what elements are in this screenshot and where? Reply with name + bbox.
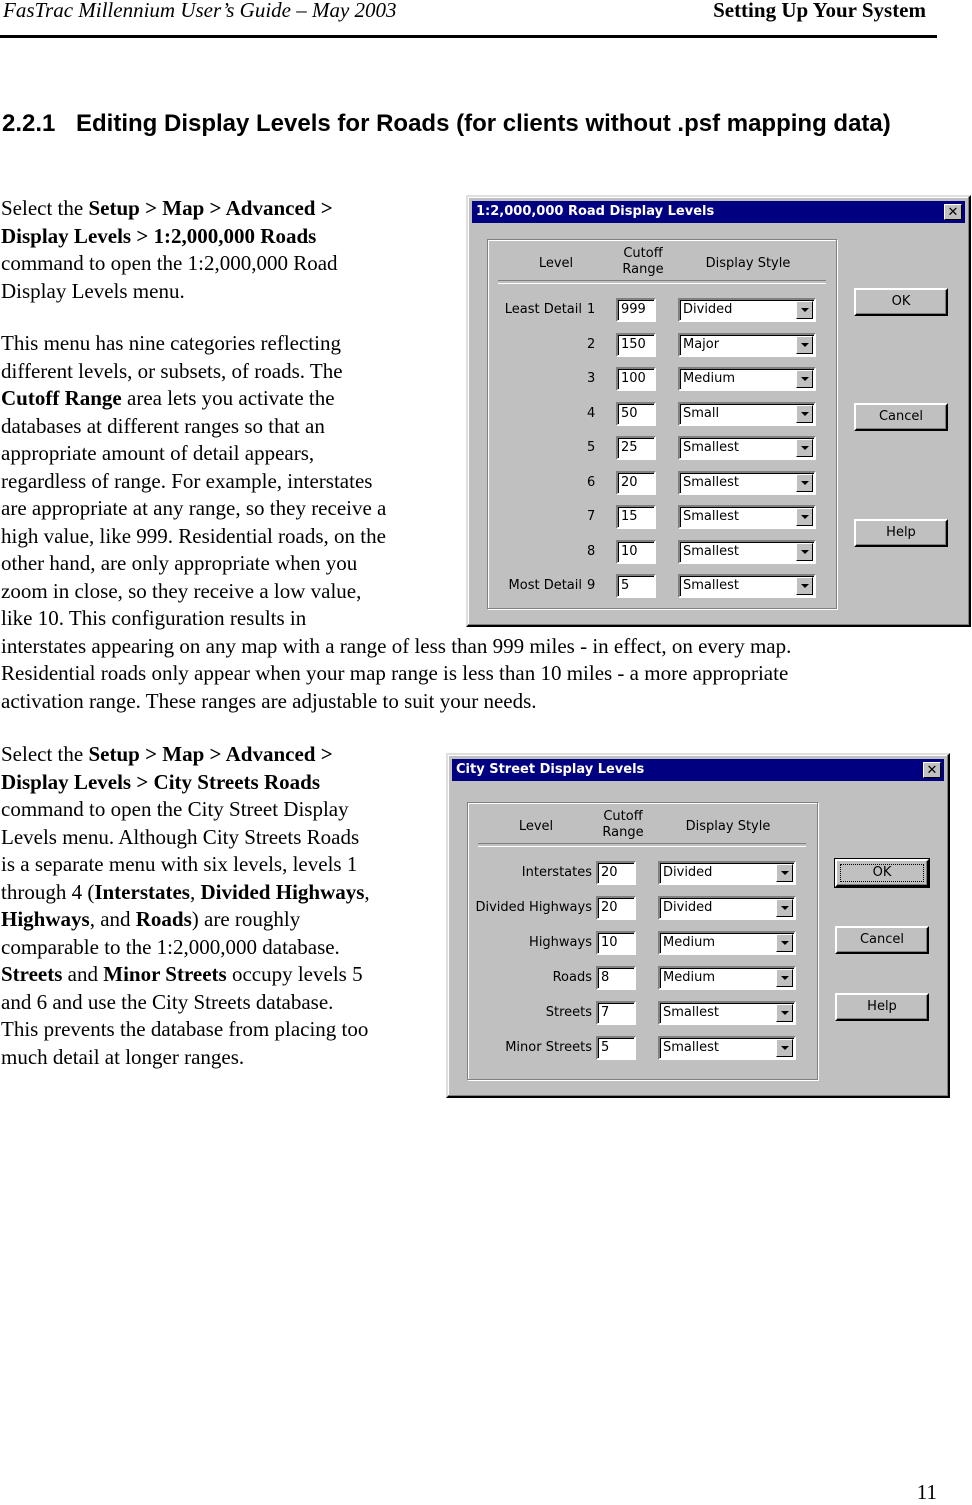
cutoff-range-input[interactable]: 50 bbox=[616, 402, 656, 426]
text: through 4 ( bbox=[1, 879, 95, 904]
text: occupy levels 5 bbox=[226, 962, 363, 986]
display-style-value: Divided bbox=[683, 302, 733, 317]
level-label: Highways bbox=[529, 935, 592, 950]
dialog-titlebar bbox=[452, 759, 944, 781]
term: Roads bbox=[135, 907, 192, 931]
running-header-title: FasTrac Millennium User’s Guide – May 2003 bbox=[3, 0, 397, 22]
page-number: 11 bbox=[916, 1480, 937, 1504]
display-style-select[interactable] bbox=[658, 966, 796, 990]
text-line: and 6 and use the City Streets database. bbox=[1, 989, 334, 1014]
display-style-value: Small bbox=[683, 405, 720, 421]
display-style-value: Medium bbox=[663, 935, 715, 950]
cutoff-range-input[interactable]: 5 bbox=[596, 1036, 636, 1060]
help-button[interactable]: Help bbox=[835, 993, 929, 1021]
column-header-cutoff-line1: Cutoff bbox=[603, 809, 643, 824]
display-style-value: Divided bbox=[663, 865, 713, 880]
level-label: Divided Highways bbox=[475, 900, 592, 915]
text-line: Residential roads only appear when your map range is less than 10 miles - a more appropriate bbox=[1, 661, 789, 685]
display-style-select[interactable] bbox=[678, 505, 816, 529]
text-line: much detail at longer ranges. bbox=[1, 1044, 245, 1069]
display-style-select[interactable] bbox=[678, 574, 816, 598]
level-number: 1 bbox=[587, 302, 596, 317]
section-number: 2.2.1 bbox=[2, 110, 56, 137]
column-header-display-style: Display Style bbox=[685, 819, 771, 834]
column-header-level: Level bbox=[518, 819, 554, 834]
dropdown-arrow-icon[interactable] bbox=[796, 474, 813, 492]
cutoff-range-input[interactable]: 100 bbox=[616, 367, 656, 391]
level-label: Interstates bbox=[521, 865, 592, 880]
text-line: appropriate amount of detail appears, bbox=[1, 441, 315, 465]
level-label: Minor Streets bbox=[505, 1040, 592, 1055]
text-line: are appropriate at any range, so they receive a bbox=[1, 496, 387, 520]
section-heading bbox=[2, 108, 932, 140]
column-header-cutoff bbox=[608, 246, 678, 278]
cutoff-range-input[interactable]: 8 bbox=[596, 966, 636, 990]
text-line: Display Levels menu. bbox=[1, 278, 185, 303]
text: , bbox=[189, 879, 201, 904]
dropdown-arrow-icon[interactable] bbox=[796, 577, 813, 595]
display-style-select[interactable] bbox=[678, 298, 816, 322]
close-icon[interactable]: ✕ bbox=[944, 204, 962, 220]
term: Cutoff Range bbox=[1, 386, 122, 410]
dropdown-arrow-icon[interactable] bbox=[796, 405, 813, 423]
dropdown-arrow-icon[interactable] bbox=[796, 439, 813, 457]
text-line: Levels menu. Although City Streets Roads bbox=[1, 824, 360, 849]
least-detail-label: Least Detail bbox=[504, 302, 582, 317]
dropdown-arrow-icon[interactable] bbox=[776, 934, 793, 952]
menu-path: Display Levels > City Streets Roads bbox=[1, 769, 320, 794]
level-label: Roads bbox=[552, 970, 592, 985]
cutoff-range-input[interactable]: 25 bbox=[616, 436, 656, 460]
help-button[interactable]: Help bbox=[854, 519, 948, 547]
dropdown-arrow-icon[interactable] bbox=[776, 864, 793, 882]
cutoff-range-input[interactable]: 150 bbox=[616, 333, 656, 357]
cutoff-range-input[interactable]: 7 bbox=[596, 1001, 636, 1025]
dropdown-arrow-icon[interactable] bbox=[776, 1004, 793, 1022]
text: Select the bbox=[1, 742, 89, 766]
city-street-display-levels-dialog bbox=[446, 753, 950, 1098]
display-style-value: Medium bbox=[683, 371, 735, 386]
menu-path: Setup > Map > Advanced > bbox=[88, 196, 333, 220]
text-line: command to open the 1:2,000,000 Road bbox=[1, 251, 338, 275]
ok-button[interactable] bbox=[835, 859, 929, 887]
close-icon[interactable]: ✕ bbox=[923, 762, 941, 778]
cutoff-range-input[interactable]: 999 bbox=[616, 298, 656, 322]
paragraph-city-streets bbox=[1, 741, 370, 1071]
cutoff-range-input[interactable]: 20 bbox=[596, 861, 636, 885]
text-line: interstates appearing on any map with a range of less than 999 miles - in effect, on every map. bbox=[1, 633, 792, 658]
column-header-cutoff-line2: Range bbox=[602, 825, 644, 840]
dropdown-arrow-icon[interactable] bbox=[776, 969, 793, 987]
text-line: activation range. These ranges are adjustable to suit your needs. bbox=[1, 688, 537, 713]
text-line: databases at different ranges so that an bbox=[1, 413, 325, 438]
text-line: like 10. This configuration results in bbox=[1, 606, 307, 630]
column-header-level: Level bbox=[538, 256, 574, 271]
text: , and bbox=[89, 907, 136, 931]
text-line: other hand, are only appropriate when you bbox=[1, 551, 358, 575]
most-detail-label: Most Detail bbox=[508, 578, 582, 593]
display-style-value: Smallest bbox=[683, 440, 739, 455]
dropdown-arrow-icon[interactable] bbox=[796, 543, 813, 561]
level-number: 9 bbox=[587, 578, 596, 593]
term: Streets bbox=[1, 962, 63, 986]
focus-rect bbox=[840, 864, 924, 882]
dialog-title: City Street Display Levels bbox=[456, 762, 645, 777]
menu-path: Setup > Map > Advanced > bbox=[88, 742, 333, 766]
dialog-titlebar bbox=[472, 201, 965, 223]
cancel-button[interactable]: Cancel bbox=[835, 926, 929, 954]
level-number: 4 bbox=[587, 405, 596, 421]
cancel-button[interactable]: Cancel bbox=[854, 403, 948, 431]
text-line: regardless of range. For example, interstates bbox=[1, 468, 373, 493]
display-style-value: Smallest bbox=[663, 1040, 719, 1055]
display-style-value: Smallest bbox=[683, 578, 739, 593]
term: Divided Highways bbox=[200, 879, 365, 904]
text-line: different levels, or subsets, of roads. The bbox=[1, 358, 343, 383]
term: Minor Streets bbox=[103, 962, 227, 986]
header-separator bbox=[498, 280, 826, 284]
display-style-select[interactable] bbox=[658, 931, 796, 955]
paragraph-intro-1 bbox=[1, 195, 338, 305]
text: , bbox=[364, 879, 370, 904]
text-line: zoom in close, so they receive a low value, bbox=[1, 578, 362, 603]
cutoff-range-input[interactable]: 20 bbox=[616, 471, 656, 495]
level-number: 3 bbox=[587, 371, 596, 386]
term: Highways bbox=[1, 907, 90, 931]
running-header-chapter: Setting Up Your System bbox=[713, 0, 926, 22]
text-line: high value, like 999. Residential roads, on the bbox=[1, 523, 386, 548]
dropdown-arrow-icon[interactable] bbox=[796, 336, 813, 354]
text-line: This menu has nine categories reflecting bbox=[1, 331, 341, 355]
display-style-select[interactable] bbox=[678, 471, 816, 495]
level-number: 7 bbox=[587, 509, 596, 524]
text: ) are roughly bbox=[191, 907, 301, 931]
text-line: command to open the City Street Display bbox=[1, 797, 349, 821]
display-style-value: Divided bbox=[663, 900, 713, 915]
text: and bbox=[62, 962, 104, 986]
cutoff-range-input[interactable]: 5 bbox=[616, 574, 656, 598]
display-style-select[interactable] bbox=[678, 436, 816, 460]
ok-button-label: OK bbox=[872, 865, 892, 880]
display-style-select[interactable] bbox=[658, 861, 796, 885]
display-style-select[interactable] bbox=[678, 367, 816, 391]
road-display-levels-dialog bbox=[466, 195, 971, 627]
cutoff-range-input[interactable]: 20 bbox=[596, 896, 636, 920]
display-style-select[interactable] bbox=[658, 896, 796, 920]
display-style-select[interactable] bbox=[658, 1001, 796, 1025]
column-header-cutoff bbox=[588, 809, 658, 841]
header-separator bbox=[478, 843, 806, 847]
level-number: 8 bbox=[587, 543, 596, 559]
term: Interstates bbox=[94, 879, 190, 904]
dropdown-arrow-icon[interactable] bbox=[796, 508, 813, 526]
display-style-select[interactable] bbox=[658, 1036, 796, 1060]
dialog-title: 1:2,000,000 Road Display Levels bbox=[476, 204, 715, 219]
level-label: Streets bbox=[545, 1005, 592, 1020]
dropdown-arrow-icon[interactable] bbox=[796, 370, 813, 388]
text-line: This prevents the database from placing too bbox=[1, 1017, 369, 1041]
dropdown-arrow-icon[interactable] bbox=[776, 1039, 793, 1057]
cutoff-range-input[interactable]: 10 bbox=[616, 540, 656, 564]
dropdown-arrow-icon[interactable] bbox=[776, 899, 793, 917]
dropdown-arrow-icon[interactable] bbox=[796, 301, 813, 319]
display-style-value: Smallest bbox=[683, 474, 739, 490]
menu-path: Display Levels > 1:2,000,000 Roads bbox=[1, 223, 317, 248]
text-line: is a separate menu with six levels, levels 1 bbox=[1, 852, 358, 876]
column-header-cutoff-line2: Range bbox=[622, 262, 664, 277]
display-style-value: Smallest bbox=[683, 509, 739, 524]
text: Select the bbox=[1, 196, 89, 220]
cutoff-range-input[interactable]: 10 bbox=[596, 931, 636, 955]
text: area lets you activate the bbox=[121, 386, 335, 410]
header-rule bbox=[0, 35, 937, 38]
display-style-value: Smallest bbox=[683, 543, 739, 559]
level-number: 6 bbox=[587, 474, 596, 490]
column-header-cutoff-line1: Cutoff bbox=[623, 246, 663, 261]
column-header-display-style: Display Style bbox=[705, 256, 791, 271]
display-style-select[interactable] bbox=[678, 402, 816, 426]
ok-button[interactable]: OK bbox=[854, 288, 948, 316]
level-number: 2 bbox=[587, 336, 596, 352]
display-style-select[interactable] bbox=[678, 540, 816, 564]
display-style-value: Medium bbox=[663, 970, 715, 985]
cutoff-range-input[interactable]: 15 bbox=[616, 505, 656, 529]
level-number: 5 bbox=[587, 440, 596, 455]
display-style-value: Major bbox=[683, 336, 720, 352]
display-style-select[interactable] bbox=[678, 333, 816, 357]
section-title: Editing Display Levels for Roads (for clients without .psf mapping data) bbox=[76, 110, 891, 137]
text-line: comparable to the 1:2,000,000 database. bbox=[1, 934, 340, 959]
display-style-value: Smallest bbox=[663, 1005, 719, 1020]
